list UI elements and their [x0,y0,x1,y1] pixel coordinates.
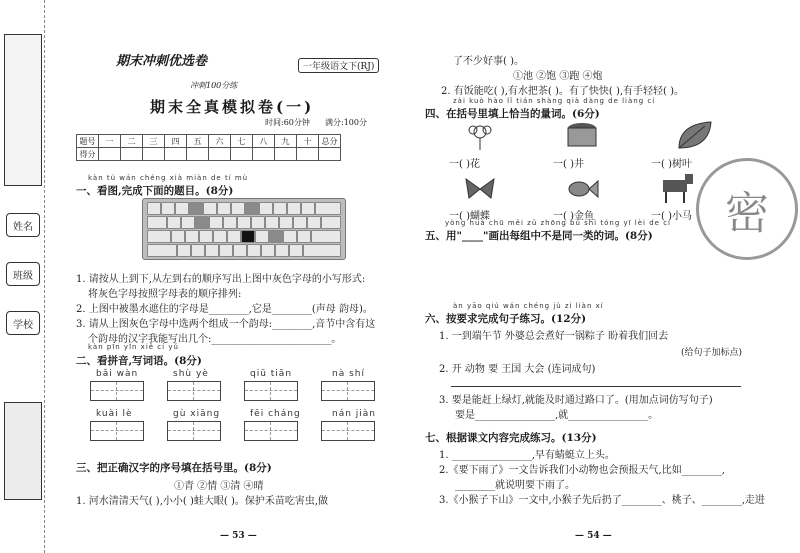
q6-item1: 1. 一到端午节 外婆总会煮好一锅粽子 盼着我们回去 [439,331,669,342]
q7-item1: 1. ________________,早有蜻蜓立上头。 [439,450,615,461]
word-pinyin-8: nán jiàn [332,409,377,419]
score-cell[interactable] [99,148,121,161]
writing-grid[interactable] [90,381,144,401]
keyboard-image [142,198,346,260]
confidential-stamp: 密 [696,158,798,260]
p54-line1: 了不少好事( )。 [453,56,524,67]
exam-time: 时间:60分钟 [265,118,310,127]
measure-blank-5[interactable]: 一( )金鱼 [553,211,594,222]
measure-blank-1[interactable]: 一( )花 [449,159,480,170]
flower-icon [465,120,495,150]
q7-item2b: ________就说明要下雨了。 [455,480,575,491]
q6-title: 六、按要求完成句子练习。(12分) [425,313,587,325]
page-number-left: — 53 — [220,531,257,541]
q1-item1b: 将灰色字母按照字母表的顺序排列: [88,289,242,300]
score-cell[interactable] [209,148,231,161]
q2-pinyin: kàn pīn yīn xiě cí yǔ [88,343,179,351]
writing-grid[interactable] [321,421,375,441]
score-header-cell: 六 [209,135,231,148]
q3-item1: 1. 河水清清天气( ),小小( )蛙大眼( )。保护禾苗吃害虫,做 [76,496,329,507]
score-header-cell: 三 [143,135,165,148]
score-header-cell: 四 [165,135,187,148]
word-pinyin-6: gù xiāng [173,409,221,419]
writing-grid[interactable] [321,381,375,401]
score-header-cell: 总分 [319,135,341,148]
score-cell[interactable] [319,148,341,161]
cut-line [44,0,45,553]
q6-item2: 2. 开 动物 要 王国 大会 (连词成句) [439,364,596,375]
name-label: 姓名 [6,213,40,237]
word-pinyin-4: nà shí [332,369,365,379]
measure-blank-3[interactable]: 一( )树叶 [651,159,692,170]
q1-item1: 1. 请按从上到下,从左到右的顺序写出上图中灰色字母的小写形式: [76,274,366,285]
writing-grid[interactable] [167,381,221,401]
q6-pinyin: àn yāo qiú wán chéng jù zi liàn xí [453,302,604,310]
q3-title: 三、把正确汉字的序号填在括号里。(8分) [76,462,272,474]
brand-band [4,402,42,500]
exam-full-score: 满分:100分 [325,118,367,127]
school-label: 学校 [6,311,40,335]
q7-item3: 3.《小猴子下山》一文中,小猴子先后扔了________、桃子、________,走进 [439,495,765,506]
q1-item3: 3. 请从上图灰色字母中选两个组成一个韵母:________,音节中含有这 [76,319,376,330]
writing-grid[interactable] [167,421,221,441]
q1-item2: 2. 上图中被墨水遮住的字母是________,它是________(声母 韵母)。 [76,304,373,315]
page-number-right: — 54 — [575,531,612,541]
grade-tag: 一年级语文下(RJ) [298,58,379,73]
word-pinyin-3: qiū tiān [250,369,293,379]
leaf-icon [675,118,715,152]
writing-grid[interactable] [244,421,298,441]
score-cell[interactable] [165,148,187,161]
page-54 [425,0,790,553]
score-header-cell: 题号 [77,135,99,148]
q4-pinyin: zài kuò hào lǐ tián shàng qià dàng de liàng cí [453,97,656,105]
instruction-band [4,34,42,186]
q1-pinyin: kàn tú wán chéng xià miàn de tí mù [88,174,249,182]
q6-item1-note: (给句子加标点) [681,348,743,358]
binding-strip [0,0,52,553]
butterfly-icon [463,176,497,202]
q3-options: ①青 ②情 ③清 ④晴 [174,481,264,492]
q6-item3a: 要是________________,就________________。 [455,410,659,421]
well-icon [565,120,599,150]
score-header-cell: 八 [253,135,275,148]
score-cell[interactable] [275,148,297,161]
horse-icon [657,170,699,204]
score-header-cell: 一 [99,135,121,148]
class-label: 班级 [6,262,40,286]
measure-blank-4[interactable]: 一( )蝴蝶 [449,211,490,222]
brand-logo: 期末冲刺优选卷 [116,54,208,69]
p54-options: ①池 ②饱 ③跑 ④炮 [513,71,603,82]
writing-grid[interactable] [90,421,144,441]
answer-line[interactable] [451,386,741,387]
q1-item3b: 个韵母的汉字我能写出几个:________________________。 [88,334,342,345]
exam-title: 期末全真模拟卷(一) [150,98,315,116]
word-pinyin-2: shù yè [173,369,209,379]
score-header-cell: 九 [275,135,297,148]
q4-title: 四、在括号里填上恰当的量词。(6分) [425,108,600,120]
score-cell[interactable] [231,148,253,161]
page-53 [70,0,410,553]
score-cell[interactable] [143,148,165,161]
q2-title: 二、看拼音,写词语。(8分) [76,355,202,367]
goldfish-icon [565,176,599,202]
score-cell[interactable] [187,148,209,161]
measure-blank-2[interactable]: 一( )井 [553,159,584,170]
score-header-cell: 二 [121,135,143,148]
q6-item3: 3. 要是能赶上绿灯,就能及时通过路口了。(用加点词仿写句子) [439,395,713,406]
score-table [76,134,341,161]
p54-item2: 2. 有饭能吃( ),有水把茶( )。有了快快( ),有手轻轻( )。 [441,86,685,97]
word-pinyin-7: fēi cháng [250,409,301,419]
score-header-cell: 五 [187,135,209,148]
q7-item2: 2.《要下雨了》一文告诉我们小动物也会预报天气,比如________, [439,465,725,476]
word-pinyin-1: bǎi wàn [96,369,139,379]
score-header-cell: 七 [231,135,253,148]
writing-grid[interactable] [244,381,298,401]
q5-pinyin: yòng huà chū měi zǔ zhōng bú shì tóng yī lèi de cí [445,219,671,227]
word-pinyin-5: kuài lè [96,409,133,419]
measure-blank-6[interactable]: 一( )小马 [651,211,692,222]
score-cell[interactable] [297,148,319,161]
q5-title: 五、用"____"画出每组中不是同一类的词。(8分) [425,230,653,242]
score-header-cell: 十 [297,135,319,148]
score-cell[interactable] [253,148,275,161]
sub-tag: 冲刺100分练 [190,81,238,90]
q7-title: 七、根据课文内容完成练习。(13分) [425,432,597,444]
score-row-label: 得分 [77,148,99,161]
q1-title: 一、看图,完成下面的题目。(8分) [76,185,234,197]
score-cell[interactable] [121,148,143,161]
